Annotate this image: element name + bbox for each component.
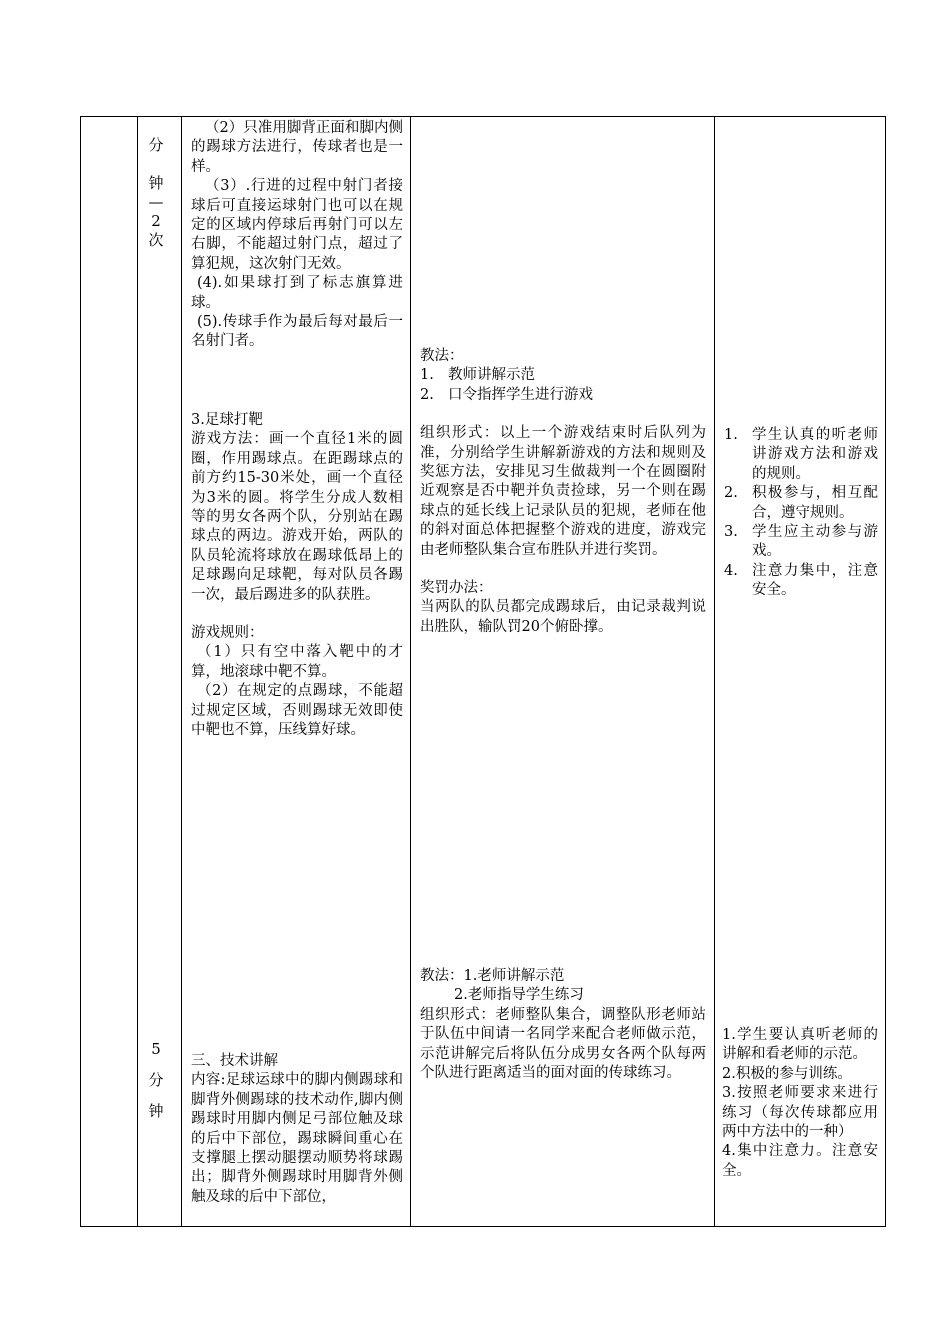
time-char: 钟 [148,1102,164,1120]
rule-4: (4).如果球打到了标志旗算进球。 [191,275,403,311]
student-block-2 [722,1026,878,1181]
column-divider [714,116,715,1227]
student2-item: 4.集中注意力。注意安全。 [722,1143,878,1179]
game3-title: 3.足球打靶 [191,412,263,428]
org2-text: 组织形式：老师整队集合，调整队形老师站于队伍中间请一名同学来配合老师做示范，示范讲解完后将队伍分成男女各两个队每两个队进行距离适当的面对面的传球练习。 [420,1006,706,1082]
student2-item: 2.积极的参与训练。 [722,1065,852,1082]
teacher-block-1 [420,347,706,637]
time-bottom [146,1040,166,1121]
teacher-block-2 [420,967,706,1083]
method1-item: 1. 教师讲解示范 [420,367,535,384]
rule-5: (5).传球手作为最后每对最后一名射门者。 [191,314,403,350]
time-char: 分 [148,1071,164,1089]
student-item: 4. 注意力集中，注意安全。 [724,562,878,599]
game3-rules-title: 游戏规则： [191,625,264,642]
time-top [146,136,166,250]
content-rules-cont [191,119,403,352]
student-block-1 [724,426,878,601]
time-char: 分 [148,136,164,154]
student2-item: 3.按照老师要求来进行练习（每次传球都应用两中方法中的一种） [722,1085,878,1141]
game3-rule-1: （1）只有空中落入靶中的才算，地滚球中靶不算。 [191,644,403,680]
time-char: — [148,193,164,211]
content-section3 [191,1052,403,1207]
section3-title: 三、技术讲解 [191,1053,278,1069]
student-item: 2. 积极参与，相互配合，遵守规则。 [724,485,878,521]
section3-text: 内容:足球运球中的脚内侧踢球和脚背外侧踢球的技术动作,脚内侧踢球时用脚内侧足弓部位触及球的后中下部位，踢球瞬间重心在支撑腿上摆动腿摆动顺势将球踢出；脚背外侧踢球时用脚背外侧触及球的后中下部位， [191,1072,403,1205]
time-char: 次 [148,231,164,249]
reward-text: 当两队的队员都完成踢球后，由记录裁判说出胜队，输队罚20个俯卧撑。 [420,599,706,635]
column-divider [137,116,138,1227]
student2-item: 1.学生要认真听老师的讲解和看老师的示范。 [722,1027,878,1063]
student-item: 3. 学生应主动参与游戏。 [724,524,878,560]
content-game3 [191,411,403,741]
student-item: 1. 学生认真的听老师讲游戏方法和游戏的规则。 [724,427,878,482]
game3-method: 游戏方法：画一个直径1米的圆圈，作用踢球点。在距踢球点的前方约15-30米处，画一个直径为3米的圆。将学生分成人数相等的男女各两个队，分别站在踢球点的两边。游戏开始，两队的队员轮流将球放在踢球低昂上的足球踢向足球靶，每对队员各踢一次，最后踢进多的队获胜。 [191,431,403,603]
org1-text: 组织形式：以上一个游戏结束时后队列为准，分别给学生讲解新游戏的方法和规则及奖惩方法，安排见习生做裁判一个在圆圈附近观察是否中靶并负责捡球，另一个则在踢球点的延长线上记录队员的犯规，老师在他的斜对面总体把握整个游戏的进度，游戏完由老师整队集合宣布胜队并进行奖罚。 [420,425,706,558]
time-char: 钟 [148,174,164,192]
column-divider [181,116,182,1227]
method2-line2: 2.老师指导学生练习 [454,987,584,1004]
rule-2: （2）只准用脚背正面和脚内侧的踢球方法进行，传球者也是一样。 [191,120,403,175]
method1-title: 教法： [420,348,464,364]
column-divider [410,116,411,1227]
time-char: 5 [151,1040,161,1058]
rule-3: （3）.行进的过程中射门者接球后可直接运球射门也可以在规定的区域内停球后再射门可以左右脚，不能超过射门点，超过了算犯规，这次射门无效。 [191,178,403,272]
reward-title: 奖罚办法： [420,580,493,597]
game3-rule-2: （2）在规定的点踢球，不能超过规定区域，否则踢球无效即使中靶也不算，压线算好球。 [191,683,403,739]
method1-item: 2. 口令指挥学生进行游戏 [420,386,593,403]
time-char: 2 [151,212,161,230]
method2-line1: 教法：1.老师讲解示范 [420,968,565,984]
